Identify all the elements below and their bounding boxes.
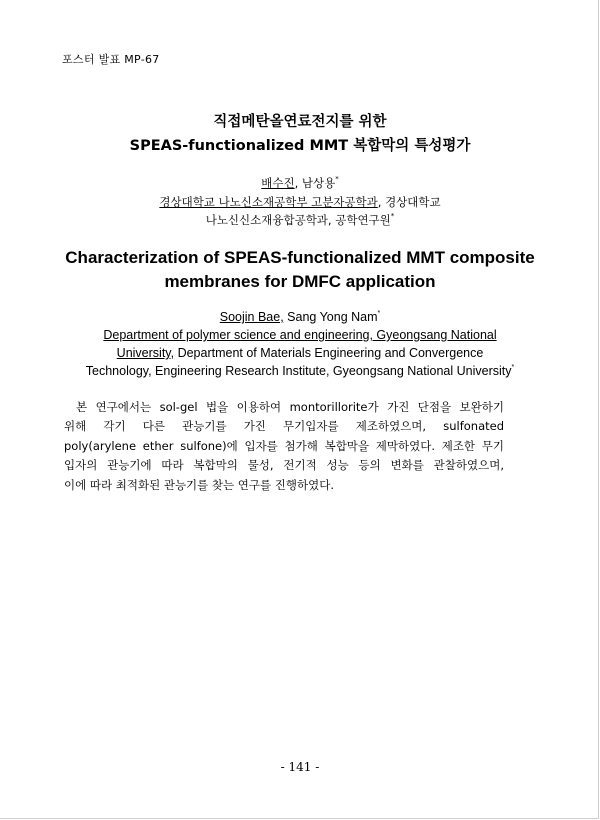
english-affiliation-line3 (0, 364, 600, 378)
english-corresponding-mark: * (377, 310, 381, 317)
abstract-line: poly(arylene ether sulfone)에 입자를 첨가해 복합막을 제막하였다. 제조한 무기 (64, 438, 504, 453)
korean-title-line2: SPEAS-functionalized MMT 복합막의 특성평가 (129, 138, 471, 154)
abstract-line: 이에 따라 최적화된 관능기를 찾는 연구를 진행하였다. (64, 477, 334, 492)
english-affiliation-line1 (0, 328, 600, 342)
korean-author-2: 남상용 (301, 176, 336, 190)
english-title-line1: Characterization of SPEAS-functionalized MMT composite (65, 248, 535, 267)
abstract (64, 398, 504, 495)
abstract-line: 본 연구에서는 sol-gel 법을 이용하여 montorillorite가 가진 단점을 보완하기 (76, 400, 504, 414)
english-affiliation-1: Department of polymer science and engineering, Gyeongsang National (103, 328, 497, 342)
korean-authors (0, 175, 600, 191)
english-affiliation-2-underlined: University, (116, 346, 175, 360)
affiliation-mark: * (390, 212, 395, 220)
english-affiliation-mark: * (511, 364, 515, 371)
english-affiliation-line2 (0, 346, 600, 360)
author-separator: , (294, 176, 302, 190)
english-author-1: Soojin Bae, (219, 310, 284, 324)
english-author-2: Sang Yong Nam (283, 310, 378, 324)
abstract-line: 입자의 관능기에 따라 복합막의 물성, 전기적 성능 등의 변화를 관찰하였으며, (64, 458, 504, 473)
korean-author-1: 배수진 (261, 176, 295, 190)
korean-title-line1: 직접메탄올연료전지를 위한 (213, 114, 387, 130)
english-affiliation-2-rest: Department of Materials Engineering and Convergence (174, 346, 484, 360)
korean-affiliation-rest: , 경상대학교 (377, 195, 441, 209)
corresponding-mark: * (335, 175, 339, 183)
english-title-line2: membranes for DMFC application (164, 272, 436, 291)
english-authors (0, 310, 600, 324)
korean-affiliation-underlined: 경상대학교 나노신소재공학부 고분자공학과 (159, 195, 378, 209)
korean-affiliation-line2 (0, 212, 600, 228)
page-number: - 141 - (280, 760, 320, 774)
english-affiliation-3: Technology, Engineering Research Institute, Gyeongsang National University (85, 364, 512, 378)
korean-affiliation-line1 (0, 194, 600, 210)
poster-tag: 포스터 발표 MP-67 (62, 53, 160, 66)
abstract-line: 위해 각기 다른 관능기를 가진 무기입자를 제조하였으며, sulfonated (64, 419, 504, 434)
korean-affiliation-2: 나노신신소재융합공학과, 공학연구원 (205, 213, 391, 227)
